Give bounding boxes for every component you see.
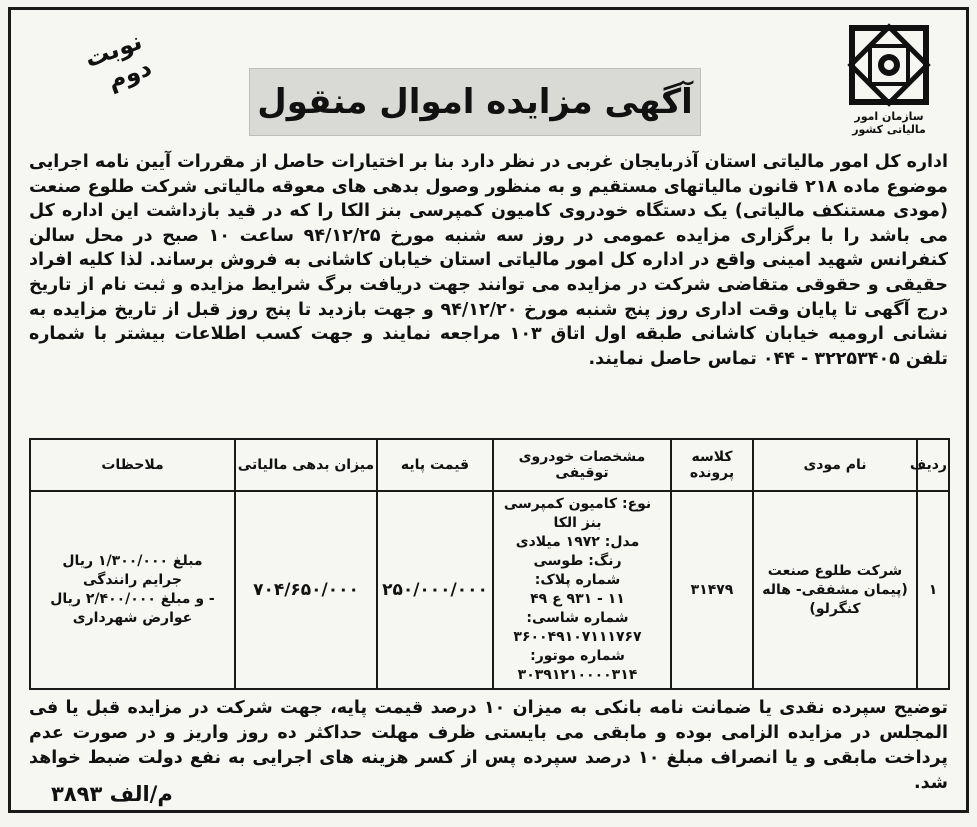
notes-line-4: عوارض شهرداری xyxy=(72,610,193,626)
auction-notice xyxy=(8,7,969,813)
vehicle-spec xyxy=(493,491,671,689)
spec-model: مدل: ۱۹۷۲ میلادی xyxy=(515,534,640,550)
badge-label: نوبت دوم xyxy=(81,26,156,95)
col-notes: ملاحظات xyxy=(30,439,235,491)
col-taxpayer-name: نام مودی xyxy=(753,439,917,491)
notes-line-2: جرایم رانندگی xyxy=(83,572,182,588)
title-box xyxy=(249,68,701,136)
col-vehicle-spec: مشخصات خودروی توقیفی xyxy=(493,439,671,491)
emblem-icon xyxy=(846,22,932,108)
col-row: ردیف xyxy=(917,439,949,491)
base-price: ۲۵۰/۰۰۰/۰۰۰ xyxy=(377,491,493,689)
table-header-row xyxy=(30,439,949,491)
spec-chassis-value: ۳۶۰۰۴۹۱۰۷۱۱۱۷۶۷ xyxy=(513,629,642,645)
spec-engine-label: شماره موتور: xyxy=(530,648,625,664)
row-number: ۱ xyxy=(917,491,949,689)
intro-paragraph: اداره کل امور مالیاتی استان آذربایجان غربی در نظر دارد بنا بر اختیارات حاصل از مقررات آیین نامه اجرایی موضوع ماده ۲۱۸ قانون مالیاتهای مستقیم و به منظور وصول بدهی های معوقه مالیاتی شرکت طلوع صنعت (مودی مستنکف مالیاتی) یک دستگاه خودروی کامیون کمپرسی بنز الکا را که در قید بازداشت این اداره کل می باشد را با برگزاری مزایده عمومی در روز سه شنبه مورخ ۹۴/۱۲/۲۵ ساعت ۱۰ صبح در محل سالن کنفرانس شهید امینی واقع در اداره کل امور مالیاتی استان خیابان کاشانی به فروش برساند. لذا کلیه افراد حقیقی و حقوقی متقاضی شرکت در مزایده می توانند جهت دریافت برگ شرایط مزایده و ثبت نام از تاریخ درج آگهی تا پایان وقت اداری روز پنج شنبه مورخ ۹۴/۱۲/۲۰ و جهت بازدید تا پنج روز قبل از تاریخ مزایده به نشانی ارومیه خیابان کاشانی طبقه اول اتاق ۱۰۳ مراجعه نمایند و جهت کسب اطلاعات بیشتر با شماره تلفن ۳۲۲۵۳۴۰۵ - ۰۴۴ تماس حاصل نمایند. xyxy=(29,152,948,369)
spec-type: نوع: کامیون کمپرسی بنز الکا xyxy=(503,496,652,531)
deposit-paragraph: توضیح سپرده نقدی یا ضمانت نامه بانکی به میزان ۱۰ درصد قیمت پایه، جهت شرکت در مزایده قبل یا فی المجلس در مزایده الزامی بوده و مابقی می بایستی ظرف مهلت حداکثر ده روز واریز و در صورت عدم پرداخت مابقی و یا انصراف مبلغ ۱۰ درصد سپرده پس از کسر هزینه های اجرایی به نفع دولت ضبط خواهد شد. xyxy=(29,698,949,793)
spec-plate-label: شماره پلاک: xyxy=(534,572,621,588)
notes-line-3: - و مبلغ ۲/۴۰۰/۰۰۰ ریال xyxy=(50,591,215,607)
auction-table xyxy=(29,438,950,690)
taxpayer-name xyxy=(753,491,917,689)
spec-chassis-label: شماره شاسی: xyxy=(526,610,629,626)
col-base-price: قیمت پایه xyxy=(377,439,493,491)
notes xyxy=(30,491,235,689)
logo-caption: سازمان امور مالیاتی کشور xyxy=(852,110,926,136)
tax-debt: ۷۰۴/۶۵۰/۰۰۰ xyxy=(235,491,377,689)
second-round-badge xyxy=(29,16,160,129)
taxpayer-company: شرکت طلوع صنعت xyxy=(767,562,903,579)
file-number: ۳۱۴۷۹ xyxy=(671,491,753,689)
reference-number: م/الف ۳۸۹۳ xyxy=(51,782,173,806)
notice-header xyxy=(11,10,966,150)
notice-title: آگهی مزایده اموال منقول xyxy=(257,82,693,122)
notes-line-1: مبلغ ۱/۳۰۰/۰۰۰ ریال xyxy=(62,553,203,569)
table-row xyxy=(30,491,949,689)
spec-color: رنگ: طوسی xyxy=(533,553,622,569)
col-tax-debt: میزان بدهی مالیاتی xyxy=(235,439,377,491)
spec-plate-value: ۱۱ - ۹۳۱ ع ۴۹ xyxy=(530,591,625,607)
taxpayer-persons: (پیمان مشفقی- هاله کنگرلو) xyxy=(762,581,908,617)
spec-engine-value: ۳۰۳۹۱۲۱۰۰۰۰۳۱۴ xyxy=(517,667,638,683)
tax-organization-logo xyxy=(834,22,944,140)
col-file-number: کلاسه پرونده xyxy=(671,439,753,491)
